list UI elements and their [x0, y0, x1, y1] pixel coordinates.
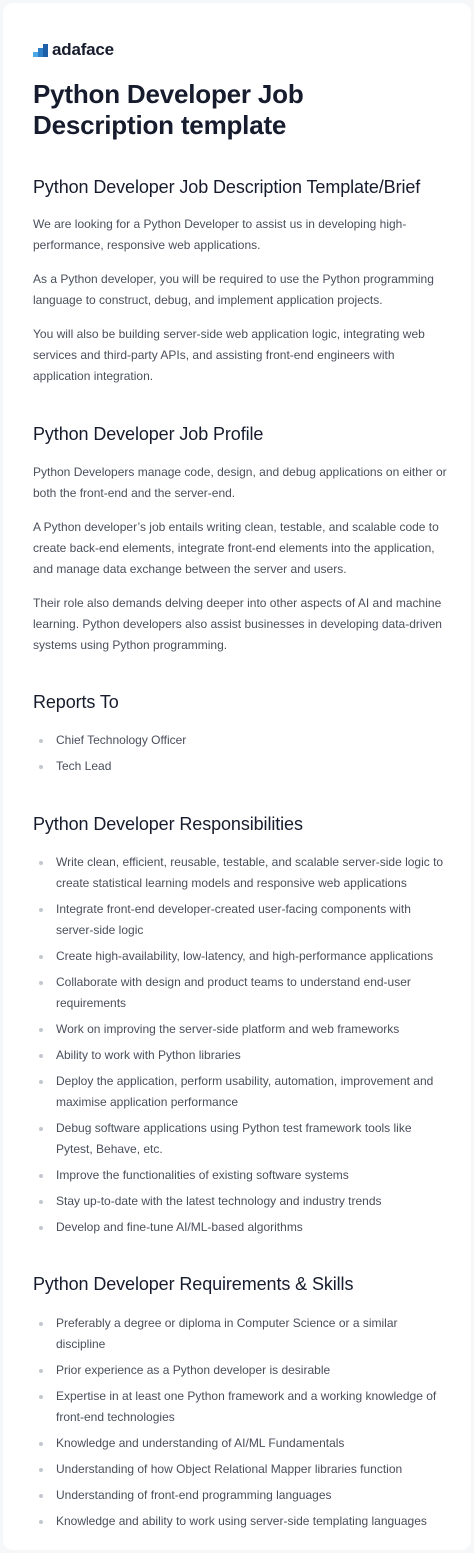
list-item [33, 972, 449, 1014]
bullet-icon [39, 1520, 43, 1524]
list-item-text: Debug software applications using Python test framework tools like Pytest, Behave, etc. [56, 1121, 412, 1156]
adaface-logo[interactable] [33, 41, 114, 59]
list-item [33, 1191, 449, 1212]
reports-to-list [33, 730, 449, 782]
bullet-icon [39, 1054, 43, 1058]
list-item-text: Prior experience as a Python developer is desirable [56, 1363, 331, 1377]
list-item-text: Understanding of how Object Relational Mapper libraries function [56, 1462, 403, 1476]
profile-paragraph: A Python developer’s job entails writing clean, testable, and scalable code to create back-end elements, integrate front-end elements into the application, and manage data exchange between the server and users. [33, 520, 439, 576]
brief-heading: Python Developer Job Description Template/Brief [33, 177, 421, 197]
list-item [33, 1459, 449, 1480]
bullet-icon [39, 1442, 43, 1446]
list-item-text: Stay up-to-date with the latest technology and industry trends [56, 1194, 382, 1208]
list-item-text: Work on improving the server-side platform and web frameworks [56, 1022, 400, 1036]
list-item [33, 1045, 449, 1066]
list-item-text: Preferably a degree or diploma in Computer Science or a similar discipline [56, 1316, 398, 1351]
list-item [33, 1118, 449, 1160]
list-item-text: Create high-availability, low-latency, and high-performance applications [56, 949, 434, 963]
requirements-heading: Python Developer Requirements & Skills [33, 1274, 354, 1294]
list-item [33, 1019, 449, 1040]
list-item-text: Write clean, efficient, reusable, testable, and scalable server-side logic to create statistical learning models and responsive web applications [56, 855, 444, 890]
brief-paragraph: As a Python developer, you will be required to use the Python programming language to construct, debug, and implement application projects. [33, 272, 434, 307]
bullet-icon [39, 1395, 43, 1399]
responsibilities-heading: Python Developer Responsibilities [33, 814, 303, 834]
bullet-icon [39, 1080, 43, 1084]
bullet-icon [39, 1226, 43, 1230]
list-item [33, 1217, 449, 1238]
bullet-icon [39, 1127, 43, 1131]
profile-paragraph: Their role also demands delving deeper into other aspects of AI and machine learning. Python developers also assist businesses in developing data-driven systems using Python programming. [33, 596, 442, 652]
list-item [33, 756, 449, 777]
list-item-text: Chief Technology Officer [56, 733, 187, 747]
list-item [33, 1071, 449, 1113]
profile-heading: Python Developer Job Profile [33, 424, 264, 444]
bullet-icon [39, 861, 43, 865]
profile-paragraph: Python Developers manage code, design, and debug applications on either or both the front-end and the server-end. [33, 465, 447, 500]
list-item [33, 1360, 449, 1381]
reports-to-heading: Reports To [33, 692, 119, 712]
bullet-icon [39, 981, 43, 985]
list-item [33, 946, 449, 967]
list-item [33, 852, 449, 894]
list-item [33, 1313, 449, 1355]
bullet-icon [39, 955, 43, 959]
list-item-text: Improve the functionalities of existing software systems [56, 1168, 349, 1182]
logo-text: adaface [52, 40, 114, 59]
list-item-text: Integrate front-end developer-created user-facing components with server-side logic [56, 902, 411, 937]
bullet-icon [39, 1322, 43, 1326]
list-item [33, 1511, 449, 1532]
bullet-icon [39, 1369, 43, 1373]
logo-bars-icon [33, 43, 49, 57]
requirements-list [33, 1313, 449, 1537]
list-item [33, 1485, 449, 1506]
list-item-text: Knowledge and ability to work using server-side templating languages [56, 1514, 427, 1528]
brief-paragraph: We are looking for a Python Developer to assist us in developing high-performance, responsive web applications. [33, 217, 407, 252]
bullet-icon [39, 765, 43, 769]
responsibilities-list [33, 852, 449, 1243]
bullet-icon [39, 739, 43, 743]
list-item-text: Deploy the application, perform usability, automation, improvement and maximise application performance [56, 1074, 434, 1109]
list-item-text: Develop and fine-tune AI/ML-based algorithms [56, 1220, 303, 1234]
content-card [3, 3, 471, 1550]
bullet-icon [39, 1174, 43, 1178]
list-item-text: Tech Lead [56, 759, 112, 773]
bullet-icon [39, 1200, 43, 1204]
list-item [33, 1433, 449, 1454]
list-item-text: Ability to work with Python libraries [56, 1048, 241, 1062]
bullet-icon [39, 908, 43, 912]
page-title: Python Developer Job Description template [33, 79, 304, 140]
list-item-text: Collaborate with design and product teams to understand end-user requirements [56, 975, 411, 1010]
brief-paragraph: You will also be building server-side web application logic, integrating web services and third-party APIs, and assisting front-end engineers with application integration. [33, 327, 425, 383]
list-item-text: Expertise in at least one Python framework and a working knowledge of front-end technologies [56, 1389, 437, 1424]
list-item-text: Understanding of front-end programming languages [56, 1488, 332, 1502]
bullet-icon [39, 1028, 43, 1032]
list-item [33, 899, 449, 941]
list-item [33, 1165, 449, 1186]
list-item [33, 1386, 449, 1428]
bullet-icon [39, 1494, 43, 1498]
list-item-text: Knowledge and understanding of AI/ML Fundamentals [56, 1436, 345, 1450]
bullet-icon [39, 1468, 43, 1472]
list-item [33, 730, 449, 751]
